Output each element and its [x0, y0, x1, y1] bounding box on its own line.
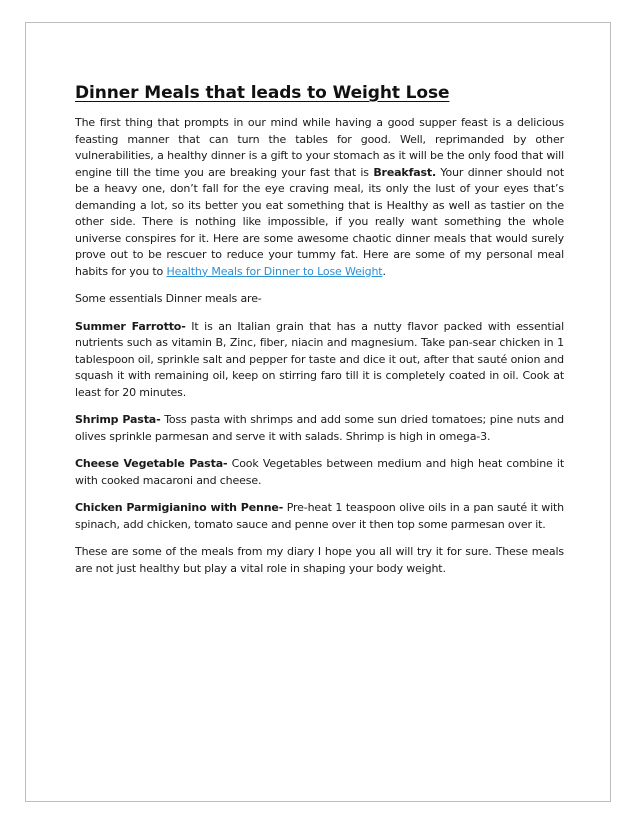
intro-text-2: Your dinner should not be a heavy one, don’t fall for the eye craving meal, its only the lust of your eyes that’s demanding a lot, so its better you eat something that is Healthy as well as tastier on the other side. There is nothing like impossible, if you really want something the whole universe conspires for it. Here are some awesome chaotic dinner meals that would surely prove out to be rescuer to reduce your tummy fat. Here are some of my personal meal habits for you to: [75, 165, 565, 278]
meal-name: Cheese Vegetable Pasta-: [75, 457, 228, 470]
meal-description: Toss pasta with shrimps and add some sun dried tomatoes; pine nuts and olives sprinkle parmesan and serve it with salads. Shrimp is high in omega-3.: [75, 413, 564, 443]
intro-text-3: .: [382, 264, 386, 278]
essentials-heading: Some essentials Dinner meals are-: [75, 292, 262, 305]
document-title: Dinner Meals that leads to Weight Lose: [75, 83, 450, 103]
document-body: [75, 82, 564, 588]
meal-item-shrimp-pasta: [75, 412, 564, 445]
healthy-meals-link[interactable]: Healthy Meals for Dinner to Lose Weight: [166, 264, 383, 278]
meal-item-chicken-parmigianino: [75, 500, 564, 533]
meal-description: Cook Vegetables between medium and high heat combine it with cooked macaroni and cheese.: [75, 457, 564, 487]
intro-paragraph: [75, 115, 564, 280]
meal-item-summer-farrotto: [75, 319, 564, 402]
closing-paragraph: These are some of the meals from my diary I hope you all will try it for sure. These meals are not just healthy but play a vital role in shaping your body weight.: [75, 545, 564, 575]
intro-highlight: Breakfast.: [373, 165, 437, 179]
meal-item-cheese-vegetable-pasta: [75, 456, 564, 489]
intro-text-1: The first thing that prompts in our mind while having a good supper feast is a delicious feasting manner that can turn the tables for good. Well, reprimanded by other vulnerabilities, a healthy dinner is a gift to your stomach as it will be the only food that will engine till the time you are breaking your fast that is: [75, 116, 564, 179]
meal-name: Shrimp Pasta-: [75, 413, 161, 426]
meal-name: Summer Farrotto-: [75, 319, 186, 333]
meal-description: It is an Italian grain that has a nutty flavor packed with essential nutrients such as vitamin B, Zinc, fiber, niacin and magnesium. Take pan-sear chicken in 1 tablespoon oil, sprinkle salt and pepper for taste and dice it out, after that sauté onion and squash it with remaining oil, keep on stirring faro till it is completely coated in oil. Cook at least for 20 minutes.: [75, 319, 564, 399]
meal-description: Pre-heat 1 teaspoon olive oils in a pan sauté it with spinach, add chicken, tomato sauce and penne over it then top some parmesan over it.: [75, 501, 564, 531]
meal-name: Chicken Parmigianino with Penne-: [75, 501, 284, 514]
